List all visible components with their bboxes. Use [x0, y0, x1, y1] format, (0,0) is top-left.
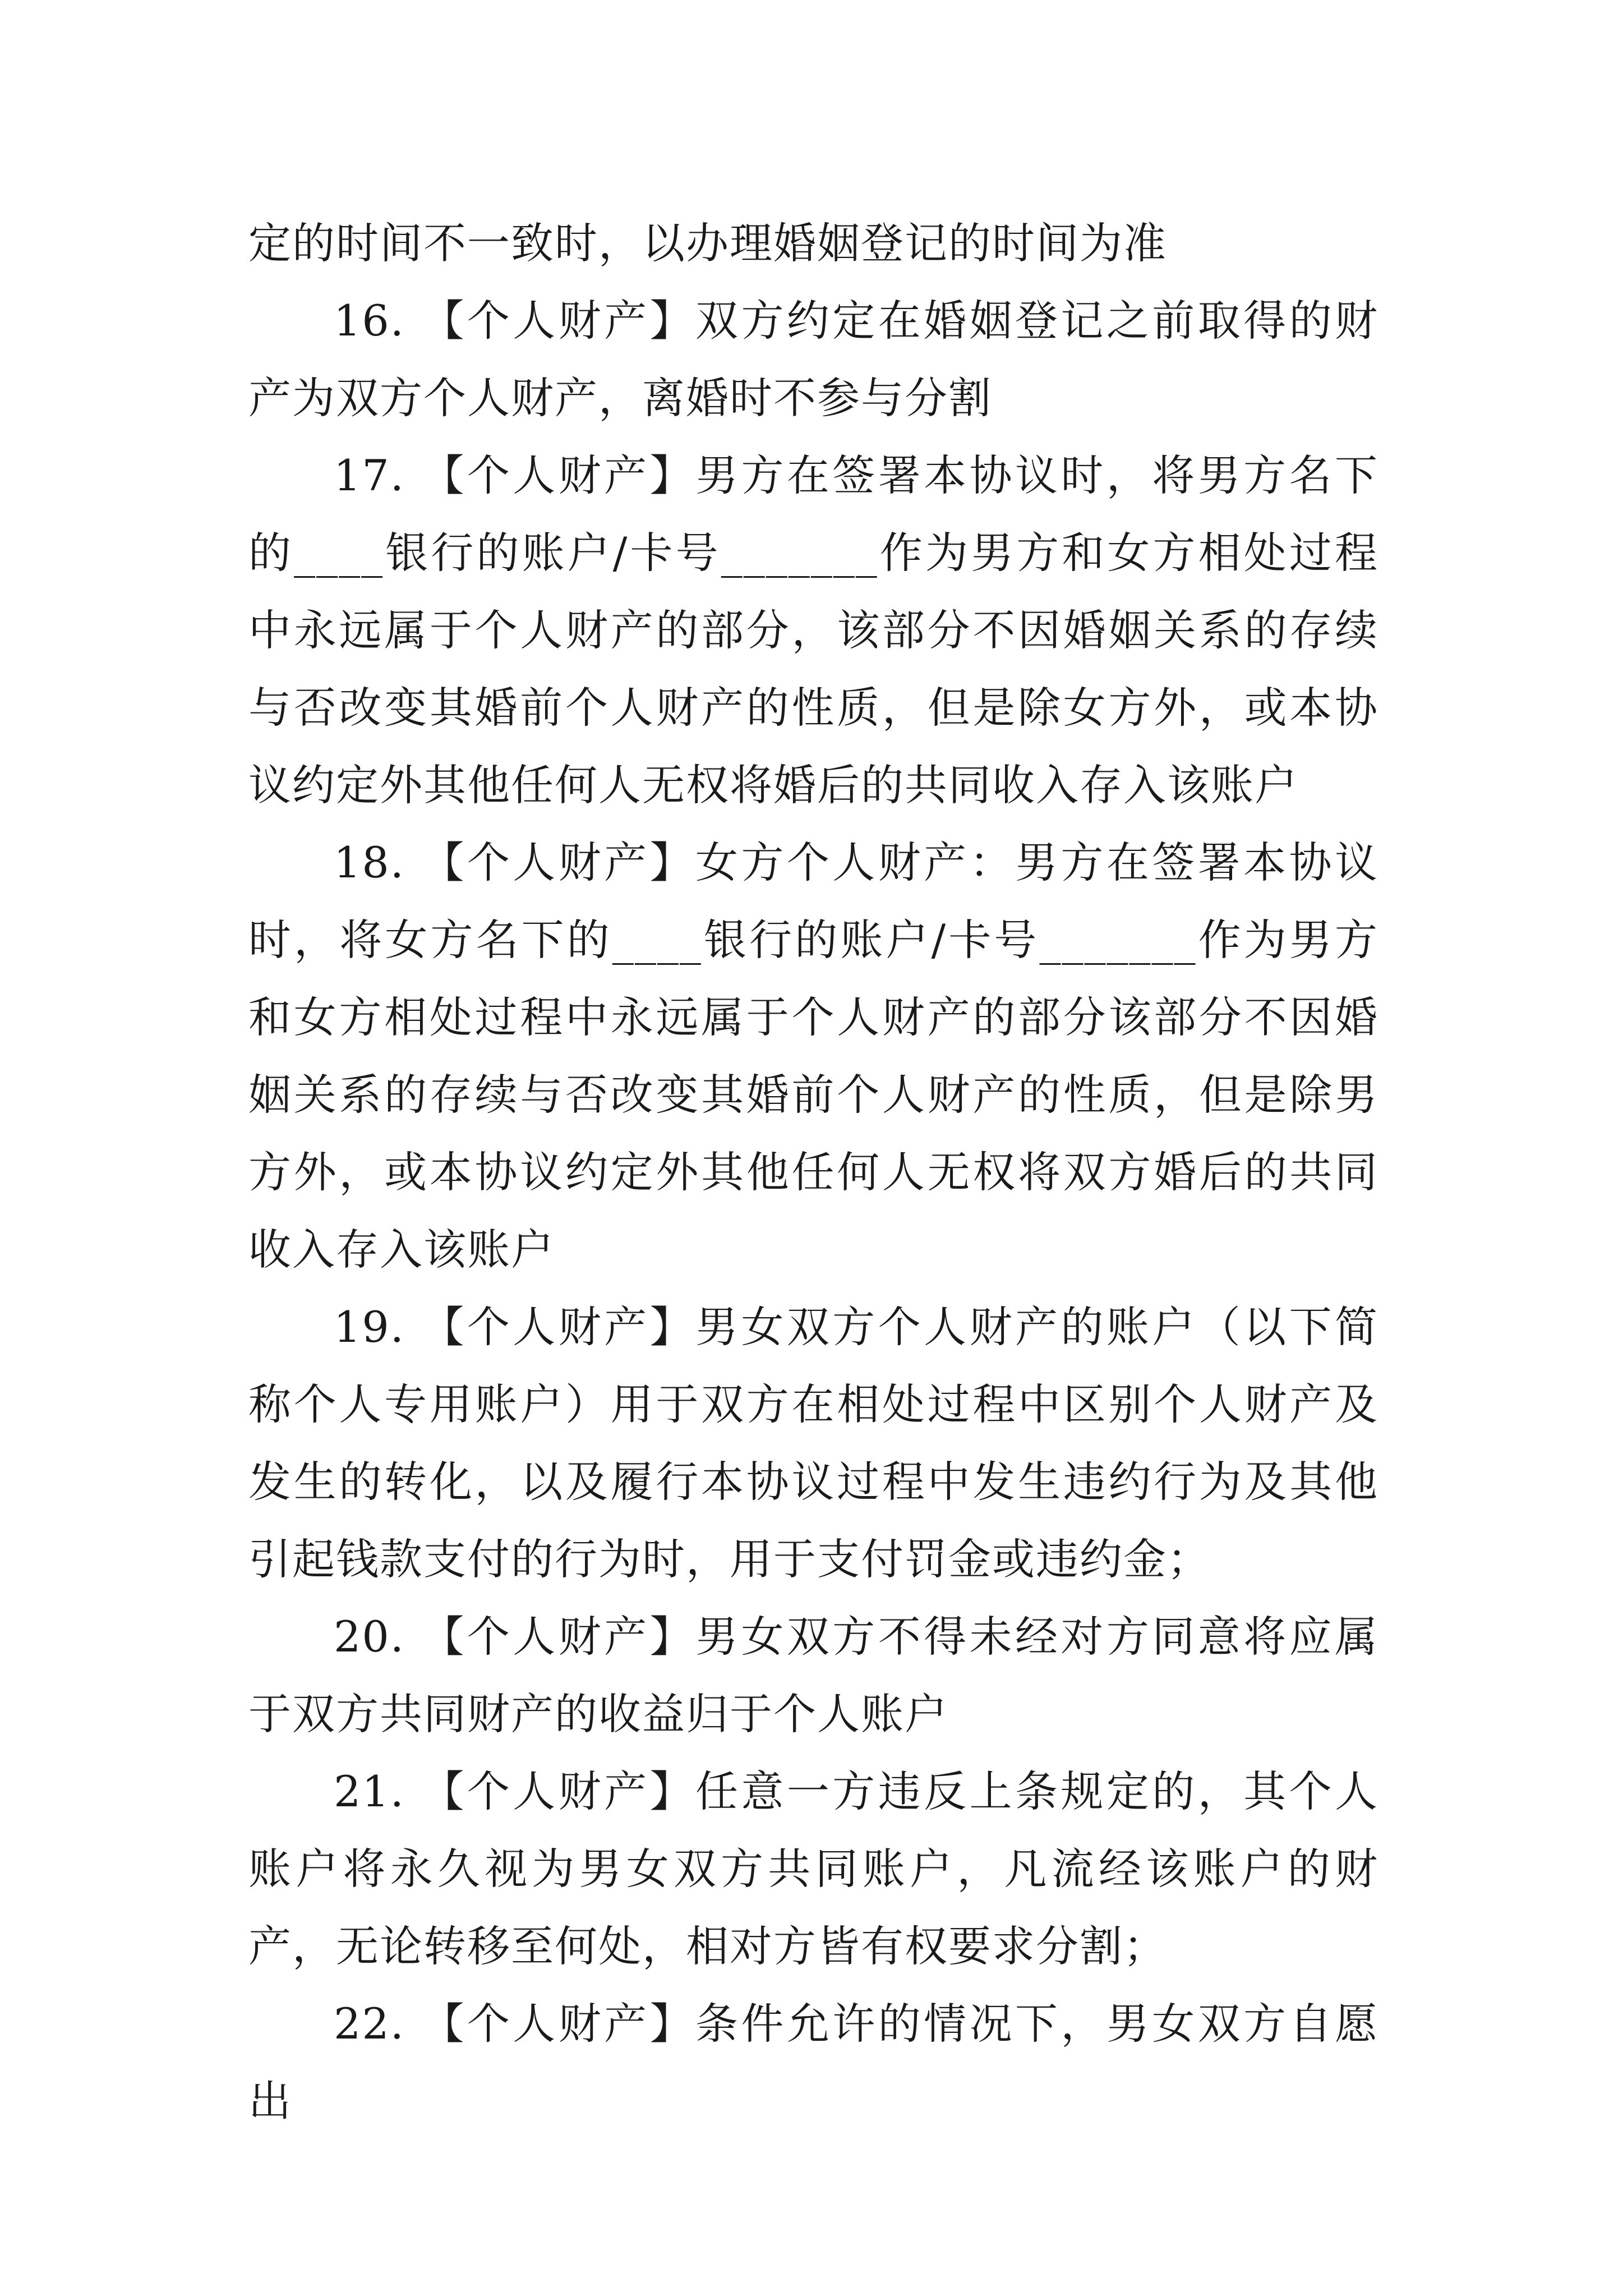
clause-20: 20. 【个人财产】男女双方不得未经对方同意将应属于双方共同财产的收益归于个人账户 — [248, 1612, 1378, 1739]
paragraph-continuation: 定的时间不一致时，以办理婚姻登记的时间为准 — [248, 218, 1167, 268]
clause-17: 17. 【个人财产】男方在签署本协议时，将男方名下的____银行的账户/卡号_______作为男方和女方相处过程中永远属于个人财产的部分，该部分不因婚姻关系的存续与否改变其婚前个人财产的性质，但是除女方外，或本协议约定外其他任何人无权将婚后的共同收入存入该账户 — [248, 450, 1378, 810]
clause-21: 21. 【个人财产】任意一方违反上条规定的，其个人账户将永久视为男女双方共同账户，凡流经该账户的财产，无论转移至何处，相对方皆有权要求分割； — [248, 1766, 1378, 1971]
document-page — [248, 205, 1378, 2140]
clause-19: 19. 【个人财产】男女双方个人财产的账户（以下简称个人专用账户）用于双方在相处过程中区别个人财产及发生的转化，以及履行本协议过程中发生违约行为及其他引起钱款支付的行为时，用于支付罚金或违约金； — [248, 1302, 1378, 1584]
clause-22: 22. 【个人财产】条件允许的情况下，男女双方自愿出 — [248, 1999, 1378, 2126]
clause-18: 18. 【个人财产】女方个人财产：男方在签署本协议时，将女方名下的____银行的账户/卡号_______作为男方和女方相处过程中永远属于个人财产的部分该部分不因婚姻关系的存续与否改变其婚前个人财产的性质，但是除男方外，或本协议约定外其他任何人无权将双方婚后的共同收入存入该账户 — [248, 838, 1378, 1274]
clause-16: 16. 【个人财产】双方约定在婚姻登记之前取得的财产为双方个人财产，离婚时不参与分割 — [248, 296, 1378, 423]
